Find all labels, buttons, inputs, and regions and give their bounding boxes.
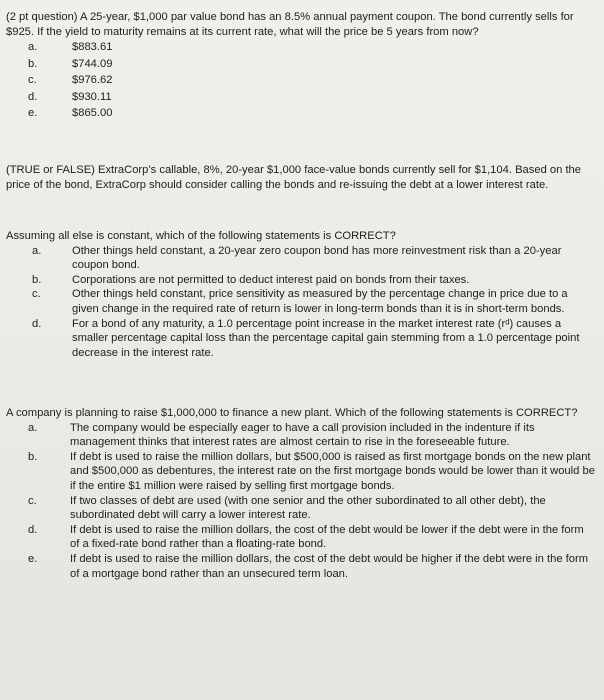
answer-option [6, 56, 596, 73]
answer-option [6, 244, 596, 273]
answer-option [6, 287, 596, 316]
option-letter: c. [28, 494, 37, 507]
answer-option [6, 450, 596, 494]
option-text: For a bond of any maturity, a 1.0 percentage point increase in the market interest rate (rᵈ) causes a smaller percentage capital loss than the percentage capital gain stemming from a 1.0 percentage point decrease in the interest rate. [72, 317, 580, 359]
answer-option [6, 89, 596, 106]
option-text: If debt is used to raise the million dollars, the cost of the debt would be lower if the debt were in the form of a fixed-rate bond rather than a floating-rate bond. [70, 523, 584, 551]
question-financing [6, 406, 596, 581]
option-text: The company would be especially eager to have a call provision included in the indenture if its management thinks that interest rates are almost certain to rise in the foreseeable future. [70, 421, 535, 449]
answer-option [6, 523, 596, 552]
question-bond-statements [6, 229, 596, 360]
option-letter: d. [32, 317, 42, 330]
answer-option [6, 39, 596, 56]
option-text: If debt is used to raise the million dollars, but $500,000 is raised as first mortgage bonds on the new plant and $500,000 as debentures, the interest rate on the first mortgage bonds would be lower than it would be if the entire $1 million were raised by selling first mortgage bonds. [70, 450, 595, 492]
option-letter: e. [28, 107, 38, 120]
answer-options [6, 244, 596, 361]
question-prompt: Assuming all else is constant, which of the following statements is CORRECT? [6, 230, 396, 242]
answer-option [6, 552, 596, 581]
option-letter: d. [28, 523, 38, 536]
option-letter: e. [28, 552, 38, 565]
option-letter: b. [28, 450, 38, 463]
answer-option [6, 105, 596, 122]
option-letter: a. [28, 421, 38, 434]
option-text: $976.62 [72, 74, 113, 87]
answer-option [6, 494, 596, 523]
option-letter: c. [28, 74, 37, 87]
option-text: $744.09 [72, 57, 113, 70]
answer-option [6, 317, 596, 361]
option-text: Other things held constant, price sensitivity as measured by the percentage change in price due to a given change in the required rate of return is lower in long-term bonds than it is in short-term bonds. [72, 288, 568, 315]
answer-option [6, 72, 596, 89]
option-text: If two classes of debt are used (with one senior and the other subordinated to all other debt), the subordinated debt will carry a lower interest rate. [70, 494, 546, 522]
question-bond-price [6, 10, 596, 122]
option-text: Other things held constant, a 20-year zero coupon bond has more reinvestment risk than a 20-year coupon bond. [72, 244, 562, 272]
option-text: If debt is used to raise the million dollars, the cost of the debt would be higher if the debt were in the form of a mortgage bond rather than an unsecured term loan. [70, 552, 589, 580]
option-letter: b. [32, 273, 42, 286]
question-prompt: (TRUE or FALSE) ExtraCorp’s callable, 8%, 20-year $1,000 face-value bonds currently sell for $1,104. Based on the price of the bond, ExtraCorp should consider calling the bonds and re-issuing the debt at a lower interest rate. [6, 164, 582, 191]
question-prompt: A company is planning to raise $1,000,000 to finance a new plant. Which of the following statements is CORRECT? [6, 407, 578, 419]
option-letter: a. [28, 41, 38, 54]
answer-options [6, 421, 596, 582]
answer-option [6, 421, 596, 450]
option-letter: d. [28, 90, 38, 103]
option-text: $883.61 [72, 41, 113, 54]
question-prompt: (2 pt question) A 25-year, $1,000 par value bond has an 8.5% annual payment coupon. The bond currently sells for $925. If the yield to maturity remains at its current rate, what will the price be 5 years from now? [6, 11, 574, 38]
option-letter: b. [28, 57, 38, 70]
option-letter: c. [32, 288, 41, 301]
question-true-false [6, 163, 596, 192]
option-letter: a. [32, 244, 42, 257]
option-text: $930.11 [72, 90, 112, 103]
answer-option [6, 273, 596, 288]
option-text: Corporations are not permitted to deduct interest paid on bonds from their taxes. [72, 273, 470, 286]
option-text: $865.00 [72, 107, 113, 120]
answer-options [6, 39, 596, 122]
